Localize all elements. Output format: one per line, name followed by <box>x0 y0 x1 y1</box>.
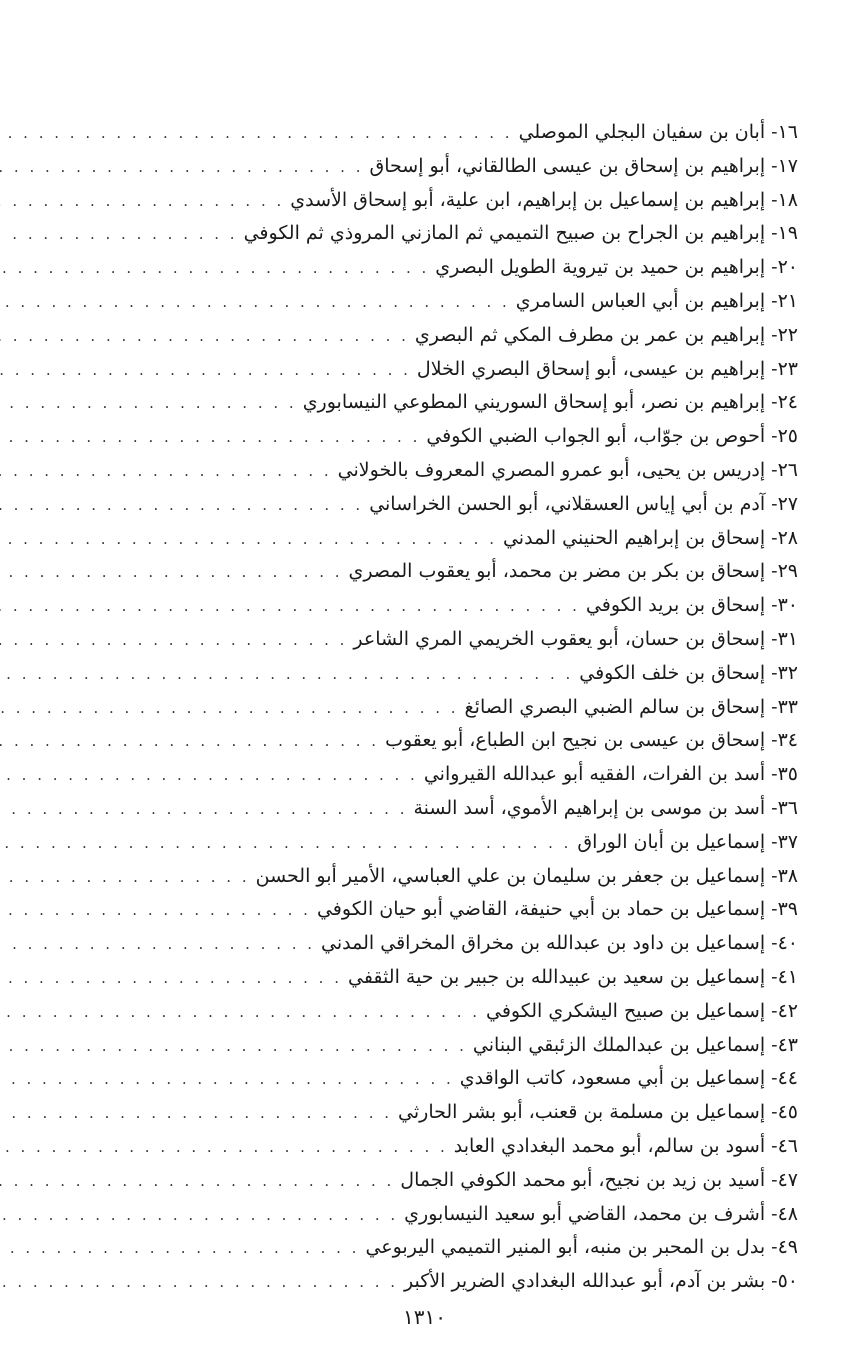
entry-title: ١٩- إبراهيم بن الجراح بن صبيح التميمي ثم المازني المروذي ثم الكوفي <box>243 222 798 245</box>
toc-entry <box>38 1265 798 1299</box>
toc-entry <box>38 555 798 589</box>
entry-title: ٣٨- إسماعيل بن جعفر بن سليمان بن علي العباسي، الأمير أبو الحسن <box>255 864 798 887</box>
toc-entry <box>38 522 798 556</box>
entry-title: ٤٥- إسماعيل بن مسلمة بن قعنب، أبو بشر الحارثي <box>398 1101 798 1124</box>
entry-title: ٢٥- أحوص بن جوّاب، أبو الجواب الضبي الكوفي <box>426 425 798 448</box>
toc-entry <box>38 657 798 691</box>
entry-title: ٥٠- بشر بن آدم، أبو عبدالله البغدادي الضرير الأكبر <box>404 1270 798 1293</box>
toc-entry <box>38 420 798 454</box>
entry-title: ٤٢- إسماعيل بن صبيح اليشكري الكوفي <box>486 999 798 1022</box>
toc-entry <box>38 995 798 1029</box>
entry-title: ٣٥- أسد بن الفرات، الفقيه أبو عبدالله القيرواني <box>423 763 798 786</box>
entry-title: ٤٠- إسماعيل بن داود بن عبدالله بن مخراق المخراقي المدني <box>321 932 798 955</box>
dot-leader <box>0 827 571 861</box>
toc-entry <box>38 792 798 826</box>
entry-title: ٤١- إسماعيل بن سعيد بن عبيدالله بن جبير بن حية الثقفي <box>347 965 798 988</box>
toc-entry <box>38 724 798 758</box>
entry-title: ٢٨- إسحاق بن إبراهيم الحنيني المدني <box>502 526 798 549</box>
dot-leader <box>0 759 418 793</box>
dot-leader <box>0 1165 394 1199</box>
entry-title: ١٨- إبراهيم بن إسماعيل بن إبراهيم، ابن علية، أبو إسحاق الأسدي <box>290 188 798 211</box>
dot-leader <box>0 658 573 692</box>
entry-title: ١٧- إبراهيم بن إسحاق بن عيسى الطالقاني، أبو إسحاق <box>369 154 798 177</box>
entry-title: ٣١- إسحاق بن حسان، أبو يعقوب الخريمي المري الشاعر <box>353 627 798 650</box>
dot-leader <box>0 421 420 455</box>
dot-leader <box>0 590 580 624</box>
entry-title: ٣٢- إسحاق بن خلف الكوفي <box>579 661 798 684</box>
toc-entry <box>38 1198 798 1232</box>
toc-entry <box>38 386 798 420</box>
dot-leader <box>0 1063 454 1097</box>
entry-title: ٤٩- بدل بن المحبر بن منبه، أبو المنير التميمي اليربوعي <box>365 1236 798 1259</box>
dot-leader <box>0 861 250 895</box>
entry-title: ٤٧- أسيد بن زيد بن نجيح، أبو محمد الكوفي الجمال <box>400 1168 798 1191</box>
table-of-contents <box>38 116 798 1299</box>
dot-leader <box>0 1266 398 1300</box>
toc-entry <box>38 251 798 285</box>
toc-entry <box>38 285 798 319</box>
toc-entry <box>38 623 798 657</box>
toc-entry <box>38 961 798 995</box>
toc-entry <box>38 1130 798 1164</box>
toc-entry <box>38 826 798 860</box>
dot-leader <box>0 928 315 962</box>
toc-entry <box>38 116 798 150</box>
toc-entry <box>38 860 798 894</box>
dot-leader <box>0 556 343 590</box>
dot-leader <box>0 489 363 523</box>
dot-leader <box>0 1097 392 1131</box>
dot-leader <box>0 692 459 726</box>
entry-title: ٤٤- إسماعيل بن أبي مسعود، كاتب الواقدي <box>459 1067 798 1090</box>
dot-leader <box>0 725 379 759</box>
dot-leader <box>0 151 363 185</box>
dot-leader <box>0 185 284 219</box>
toc-entry <box>38 217 798 251</box>
toc-entry <box>38 454 798 488</box>
dot-leader <box>0 962 342 996</box>
dot-leader <box>0 320 409 354</box>
toc-entry <box>38 1096 798 1130</box>
entry-title: ٢٧- آدم بن أبي إياس العسقلاني، أبو الحسن الخراساني <box>369 492 798 515</box>
toc-entry <box>38 319 798 353</box>
dot-leader <box>0 793 407 827</box>
entry-title: ٣٠- إسحاق بن بريد الكوفي <box>585 594 798 617</box>
entry-title: ٢٩- إسحاق بن بكر بن مضر بن محمد، أبو يعقوب المصري <box>348 560 798 583</box>
dot-leader <box>0 894 311 928</box>
dot-leader <box>0 1232 359 1266</box>
toc-entry <box>38 1164 798 1198</box>
dot-leader <box>0 218 238 252</box>
toc-entry <box>38 353 798 387</box>
entry-title: ٢٤- إبراهيم بن نصر، أبو إسحاق السوريني المطوعي النيسابوري <box>302 391 798 414</box>
entry-title: ٣٣- إسحاق بن سالم الضبي البصري الصائغ <box>464 695 798 718</box>
entry-title: ٣٧- إسماعيل بن أبان الوراق <box>577 830 798 853</box>
entry-title: ٤٦- أسود بن سالم، أبو محمد البغدادي العابد <box>453 1134 798 1157</box>
dot-leader <box>0 624 347 658</box>
toc-entry <box>38 150 798 184</box>
entry-title: ٣٩- إسماعيل بن حماد بن أبي حنيفة، القاضي أبو حيان الكوفي <box>316 898 798 921</box>
entry-title: ٤٨- أشرف بن محمد، القاضي أبو سعيد النيسابوري <box>404 1202 798 1225</box>
dot-leader <box>0 117 513 151</box>
toc-entry <box>38 893 798 927</box>
entry-title: ٢٠- إبراهيم بن حميد بن تيروية الطويل البصري <box>435 256 798 279</box>
dot-leader <box>0 1199 398 1233</box>
dot-leader <box>0 354 411 388</box>
dot-leader <box>0 286 510 320</box>
dot-leader <box>0 387 297 421</box>
entry-title: ١٦- أبان بن سفيان البجلي الموصلي <box>518 121 798 143</box>
entry-title: ٢٢- إبراهيم بن عمر بن مطرف المكي ثم البصري <box>414 323 798 346</box>
entry-title: ٣٤- إسحاق بن عيسى بن نجيح ابن الطباع، أبو يعقوب <box>385 729 798 752</box>
toc-entry <box>38 589 798 623</box>
toc-entry <box>38 758 798 792</box>
dot-leader <box>0 996 480 1030</box>
toc-entry <box>38 1231 798 1265</box>
toc-entry <box>38 488 798 522</box>
dot-leader <box>0 455 332 489</box>
toc-entry <box>38 1062 798 1096</box>
entry-title: ٢١- إبراهيم بن أبي العباس السامري <box>515 289 798 312</box>
entry-title: ٣٦- أسد بن موسى بن إبراهيم الأموي، أسد السنة <box>413 796 798 819</box>
dot-leader <box>0 523 497 557</box>
entry-title: ٢٣- إبراهيم بن عيسى، أبو إسحاق البصري الخلال <box>416 357 798 380</box>
toc-entry <box>38 691 798 725</box>
dot-leader <box>0 1030 467 1064</box>
dot-leader <box>0 1131 448 1165</box>
dot-leader <box>0 252 429 286</box>
toc-entry <box>38 184 798 218</box>
entry-title: ٢٦- إدريس بن يحيى، أبو عمرو المصري المعروف بالخولاني <box>337 458 798 481</box>
toc-entry <box>38 1029 798 1063</box>
page-number: ١٣١٠ <box>403 1305 446 1329</box>
entry-title: ٤٣- إسماعيل بن عبدالملك الزئبقي البناني <box>472 1033 798 1056</box>
toc-entry <box>38 927 798 961</box>
